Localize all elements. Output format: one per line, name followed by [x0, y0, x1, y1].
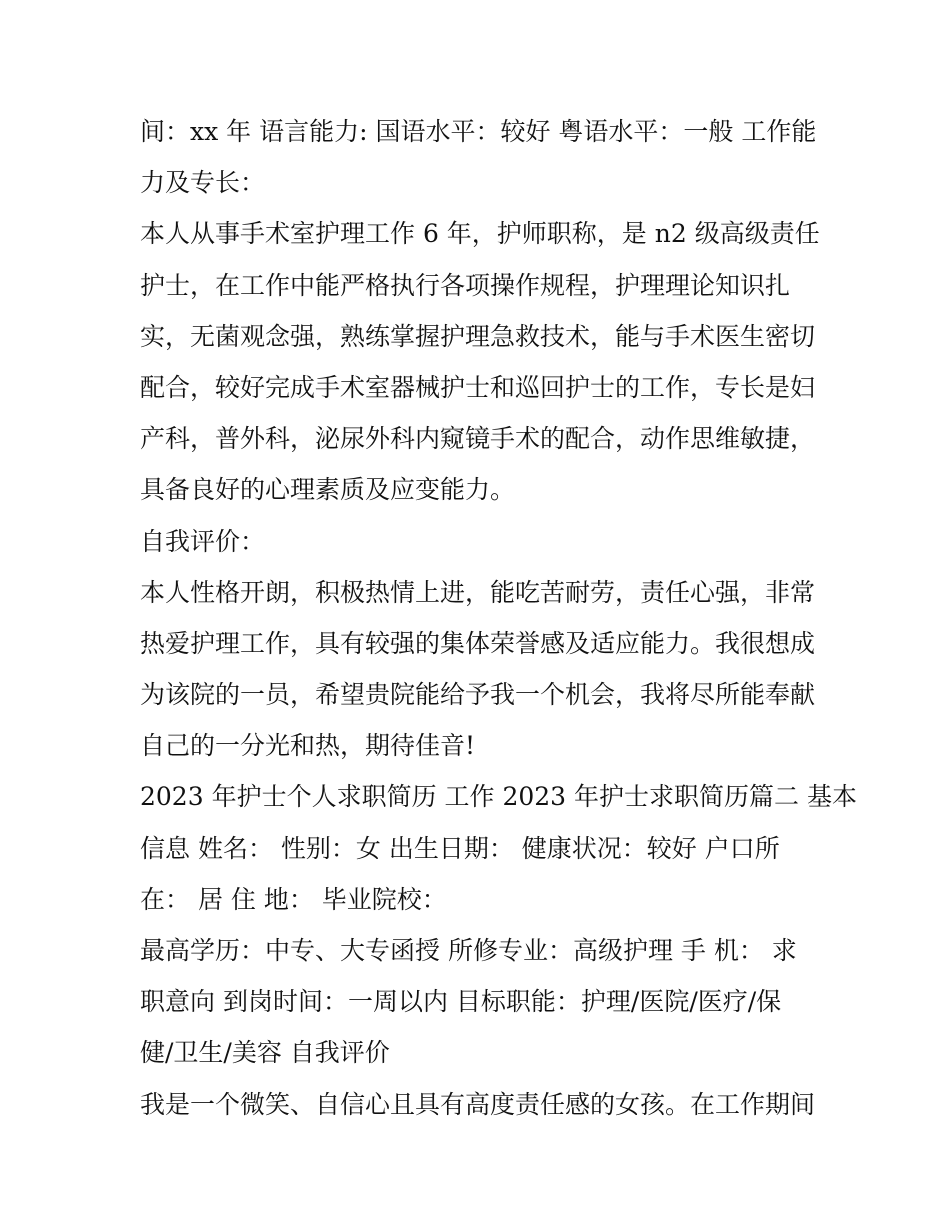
- text-line: 护士，在工作中能严格执行各项操作规程，护理理论知识扎: [140, 270, 791, 300]
- text-line: 职意向 到岗时间：一周以内 目标职能：护理/医院/医疗/保: [140, 987, 782, 1017]
- text-line: 我是一个微笑、自信心且具有高度责任感的女孩。在工作期间: [140, 1089, 816, 1119]
- text-line: 信息 姓名： 性别：女 出生日期： 健康状况：较好 户口所: [140, 833, 780, 863]
- text-line: 健/卫生/美容 自我评价: [140, 1038, 390, 1068]
- text-line: 本人性格开朗，积极热情上进，能吃苦耐劳，责任心强，非常: [140, 577, 816, 607]
- section-heading-self-evaluation: 自我评价：: [140, 526, 266, 556]
- text-line: 产科，普外科，泌尿外科内窥镜手术的配合，动作思维敏捷，: [140, 424, 816, 454]
- text-line: 实，无菌观念强，熟练掌握护理急救技术，能与手术医生密切: [140, 321, 816, 351]
- text-line: 具备良好的心理素质及应变能力。: [140, 475, 516, 505]
- text-line: 本人从事手术室护理工作 6 年，护师职称，是 n2 级高级责任: [140, 219, 820, 249]
- text-line: 配合，较好完成手术室器械护士和巡回护士的工作，专长是妇: [140, 372, 816, 402]
- body-text: [140, 106, 857, 1130]
- text-line: 在： 居 住 地： 毕业院校：: [140, 884, 447, 914]
- text-line: 热爱护理工作，具有较强的集体荣誉感及适应能力。我很想成: [140, 628, 816, 658]
- text-line: 力及专长：: [140, 168, 266, 198]
- text-line: 间：xx 年 语言能力: 国语水平：较好 粤语水平：一般 工作能: [140, 117, 817, 146]
- text-line: 自己的一分光和热，期待佳音!: [140, 731, 476, 761]
- text-line: 2023 年护士个人求职简历 工作 2023 年护士求职简历篇二 基本: [140, 782, 857, 812]
- text-line: 为该院的一员，希望贵院能给予我一个机会，我将尽所能奉献: [140, 680, 816, 710]
- text-line: 最高学历：中专、大专函授 所修专业：高级护理 手 机： 求: [140, 936, 797, 965]
